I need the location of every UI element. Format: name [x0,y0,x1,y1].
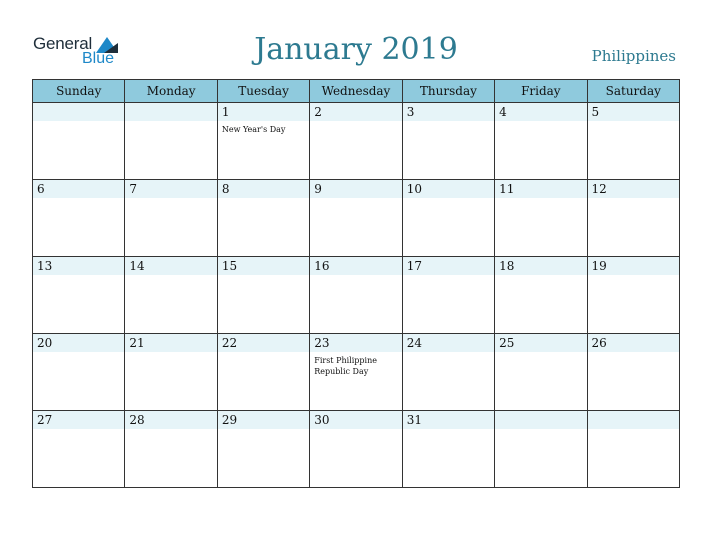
day-cell [125,103,217,180]
day-cell [402,257,494,334]
day-number: 27 [37,413,53,427]
day-cell [33,180,125,257]
day-cell [310,334,402,411]
day-cell [587,411,679,488]
day-number: 29 [221,413,238,427]
day-cell-band [495,103,586,121]
day-cell [33,334,125,411]
day-cell [310,411,402,488]
day-number: 31 [406,413,422,427]
week-row [33,334,680,411]
day-cell [587,257,679,334]
weekday-thursday: Thursday [402,80,494,103]
day-cell-band [495,411,586,429]
day-cell [402,180,494,257]
day-number: 5 [591,105,600,119]
day-cell [217,257,309,334]
day-number: 26 [591,336,607,350]
day-number: 3 [406,105,415,119]
day-number: 22 [221,336,238,350]
day-number: 4 [499,105,507,119]
day-cell [495,103,587,180]
day-number: 12 [591,182,607,196]
day-cell [495,411,587,488]
day-cell [587,334,679,411]
day-cell-band [218,180,309,198]
weekday-friday: Friday [495,80,587,103]
day-cell [125,257,217,334]
day-cell-band [218,103,309,121]
day-number: 2 [314,105,322,119]
month-calendar [32,79,680,488]
weekday-header-row [33,80,680,103]
day-number: 18 [499,259,515,273]
week-row [33,103,680,180]
week-row [33,257,680,334]
weekday-tuesday: Tuesday [217,80,309,103]
day-number: 23 [314,336,330,350]
day-number: 13 [37,259,53,273]
weekday-monday: Monday [125,80,217,103]
day-cell [217,334,309,411]
day-cell [402,411,494,488]
day-cell-band [33,103,124,121]
day-cell-band [125,103,216,121]
day-number: 6 [37,182,45,196]
day-cell-band [588,103,679,121]
day-cell [587,180,679,257]
day-cell [310,257,402,334]
day-number: 16 [314,259,330,273]
day-cell [217,411,309,488]
day-number: 11 [499,182,515,196]
day-cell-band [310,180,401,198]
weekday-saturday: Saturday [587,80,679,103]
day-cell [217,103,309,180]
day-cell [402,334,494,411]
day-cell [310,180,402,257]
country-label: Philippines [591,47,676,65]
day-number: 1 [221,105,230,119]
day-cell-band [588,411,679,429]
day-cell [217,180,309,257]
day-cell [125,180,217,257]
day-number: 7 [129,182,138,196]
day-cell [125,411,217,488]
day-number: 30 [314,413,330,427]
day-number: 8 [221,182,230,196]
page-title: January 2019 [254,32,458,67]
day-number: 20 [37,336,53,350]
day-number: 10 [406,182,422,196]
day-number: 17 [406,259,422,273]
week-row [33,411,680,488]
day-cell-band [33,180,124,198]
calendar-body [33,103,680,488]
day-number: 15 [221,259,238,273]
day-cell [310,103,402,180]
day-number: 9 [314,182,322,196]
day-cell-band [403,103,494,121]
day-number: 25 [499,336,515,350]
day-cell [495,180,587,257]
day-number: 24 [406,336,422,350]
day-cell [125,334,217,411]
week-row [33,180,680,257]
day-cell [402,103,494,180]
logo-text-blue: Blue [82,50,115,67]
day-number: 28 [129,413,145,427]
day-cell [587,103,679,180]
weekday-sunday: Sunday [33,80,125,103]
day-cell [495,334,587,411]
day-number: 21 [129,336,145,350]
day-number: 14 [129,259,145,273]
day-cell [33,103,125,180]
day-cell-band [125,180,216,198]
day-cell [495,257,587,334]
day-cell [33,411,125,488]
logo-text-general: General [33,34,93,53]
day-cell-band [310,103,401,121]
holiday-label: First Philippine Republic Day [314,356,377,376]
day-cell [33,257,125,334]
day-number: 19 [591,259,607,273]
weekday-wednesday: Wednesday [310,80,402,103]
holiday-label: New Year's Day [221,125,286,134]
